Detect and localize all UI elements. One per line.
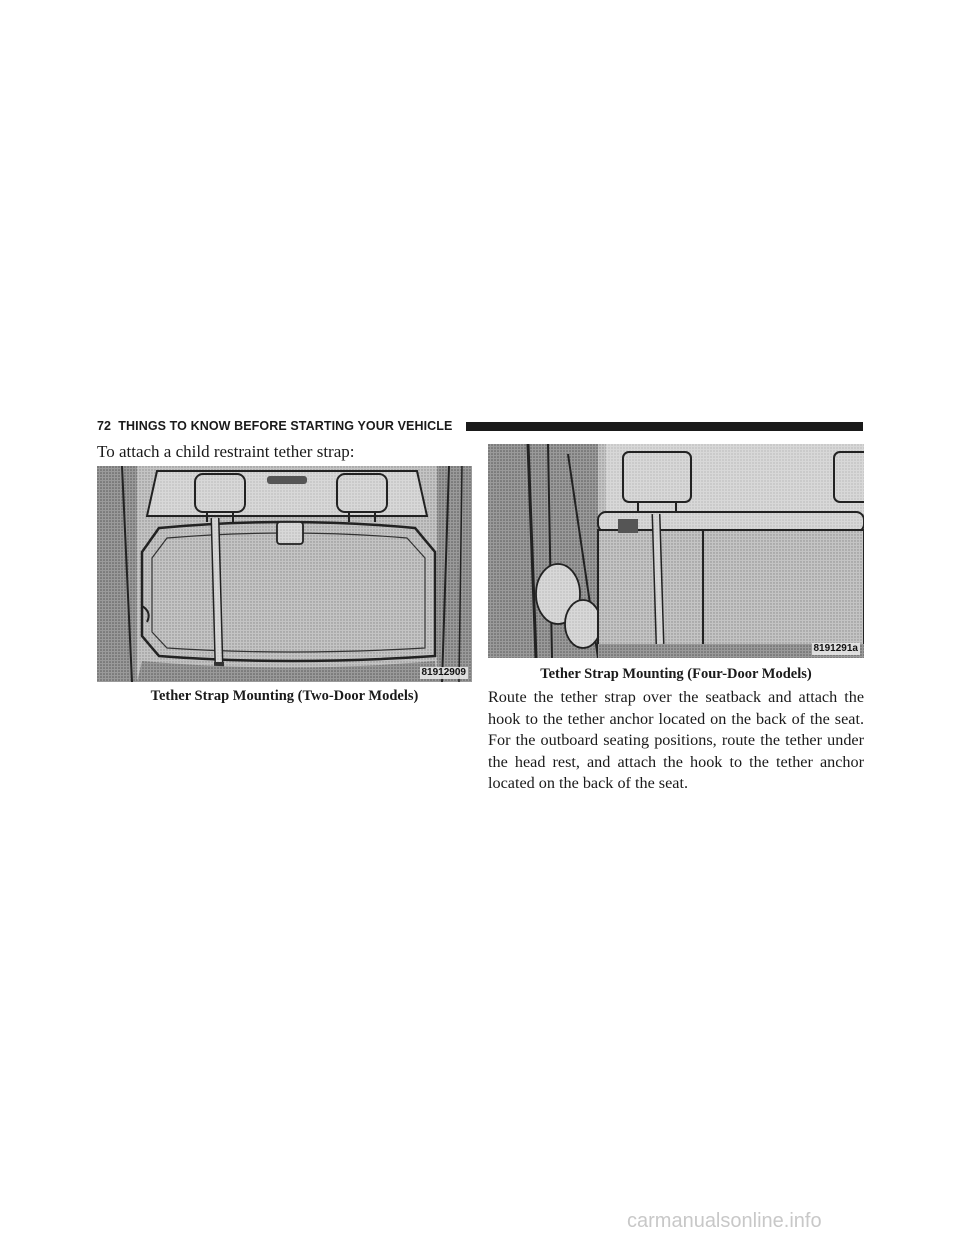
figure-four-door-tether xyxy=(488,444,864,658)
figure-caption-four-door: Tether Strap Mounting (Four-Door Models) xyxy=(540,666,812,682)
header-rule xyxy=(466,422,863,431)
figure-code: 8191291a xyxy=(813,643,858,654)
section-title: THINGS TO KNOW BEFORE STARTING YOUR VEHICLE xyxy=(118,419,453,433)
page-number: 72 xyxy=(97,419,112,433)
two-door-seat-illustration xyxy=(97,466,472,682)
watermark: carmanualsonline.info xyxy=(627,1210,822,1232)
page-header xyxy=(97,418,452,434)
instruction-paragraph xyxy=(488,687,864,795)
intro-text: To attach a child restraint tether strap: xyxy=(97,442,355,461)
four-door-seat-illustration xyxy=(488,444,864,658)
figure-caption-two-door: Tether Strap Mounting (Two-Door Models) xyxy=(150,688,419,704)
figure-two-door-tether xyxy=(97,466,472,682)
instruction-text: Route the tether strap over the seatback and attach the hook to the tether anchor located on the back of the seat. For the outboard seating positions, route the tether under the head rest, and attach the hook to the tether anchor located on the back of the seat. xyxy=(488,688,864,793)
figure-code: 81912909 xyxy=(421,667,466,678)
